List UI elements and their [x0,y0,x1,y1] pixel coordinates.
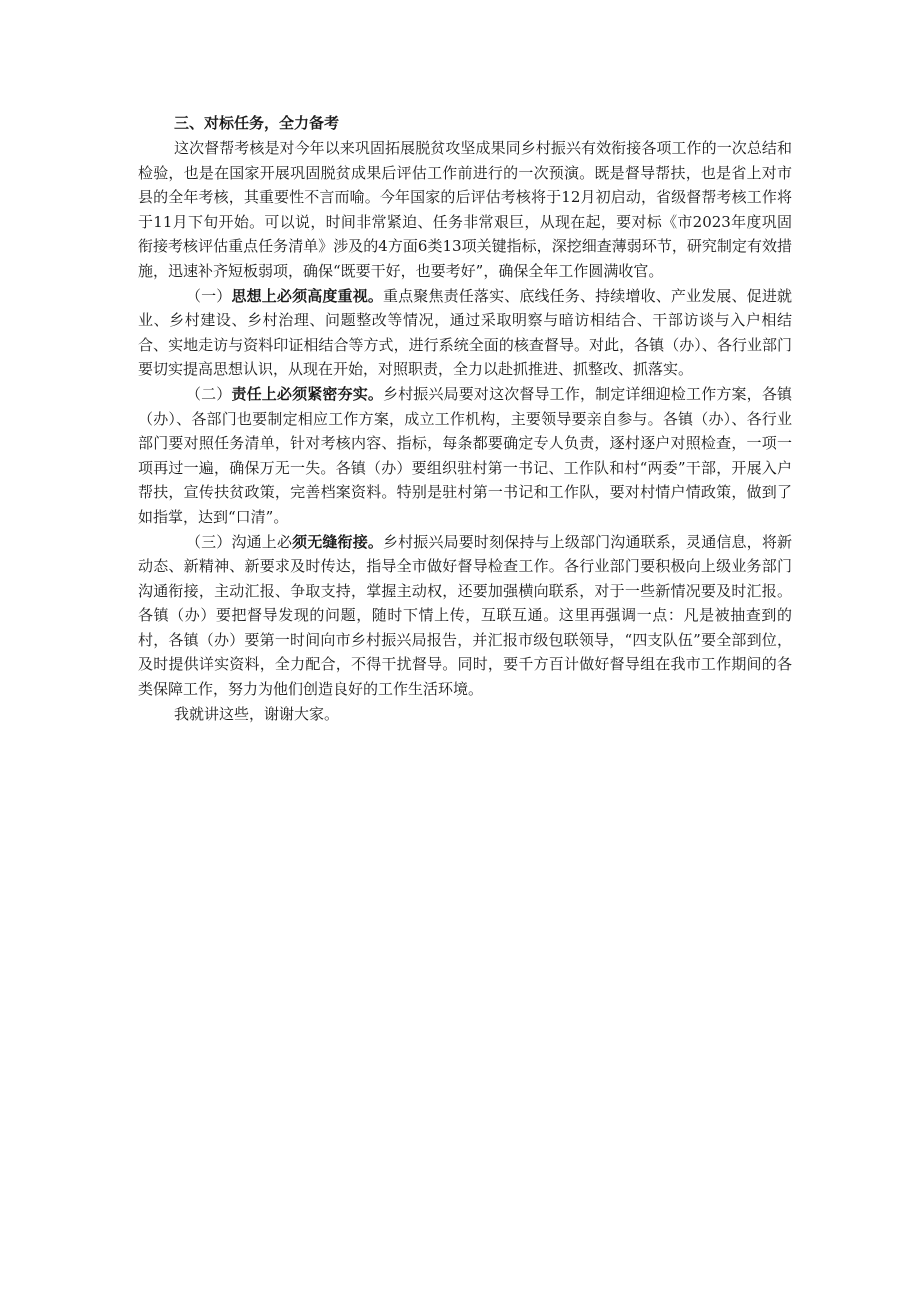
item-prefix: （三）沟通上必 [186,532,293,551]
item-lead: 须无缝衔接。 [292,532,383,551]
closing-paragraph: 我就讲这些，谢谢大家。 [174,704,340,723]
document-page [138,110,792,726]
item-lead: 责任上必须紧密夯实。 [231,384,383,403]
intro-paragraph: 这次督帮考核是对今年以来巩固拓展脱贫攻坚成果同乡村振兴有效衔接各项工作的一次总结和检验，也是在国家开展巩固脱贫成果后评估工作前进行的一次预演。既是督导帮扶，也是省上对市县的全年考核，其重要性不言而喻。今年国家的后评估考核将于12月初启动，省级督帮考核工作将于11月下旬开始。可以说，时间非常紧迫、任务非常艰巨，从现在起，要对标《市2023年度巩固衔接考核评估重点任务清单》涉及的4方面6类13项关键指标，深挖细查薄弱环节，研究制定有效措施，迅速补齐短板弱项，确保“既要干好，也要考好”，确保全年工作圆满收官。 [138,139,792,280]
item-body: 乡村振兴局要时刻保持与上级部门沟通联系，灵通信息，将新动态、新精神、新要求及时传达，指导全市做好督导检查工作。各行业部门要积极向上级业务部门沟通衔接，主动汇报、争取支持，掌握主动权，还要加强横向联系，对于一些新情况要及时汇报。各镇（办）要把督导发现的问题，随时下情上传，互联互通。这里再强调一点：凡是被抽查到的村，各镇（办）要第一时间向市乡村振兴局报告，并汇报市级包联领导，“四支队伍”要全部到位，及时提供详实资料，全力配合，不得干扰督导。同时，要千方百计做好督导组在我市工作期间的各类保障工作，努力为他们创造良好的工作生活环境。 [138,532,792,699]
item-body: 乡村振兴局要对这次督导工作，制定详细迎检工作方案，各镇（办）、各部门也要制定相应工作方案，成立工作机构，主要领导要亲自参与。各镇（办）、各行业部门要对照任务清单，针对考核内容、指标，每条都要确定专人负责，逐村逐户对照检查，一项一项再过一遍，确保万无一失。各镇（办）要组织驻村第一书记、工作队和村“两委”干部，开展入户帮扶，宣传扶贫政策，完善档案资料。特别是驻村第一书记和工作队，要对村情户情政策，做到了如指掌，达到“口清”。 [138,384,792,526]
item-lead: 思想上必须高度重视。 [231,286,383,305]
item-body: 重点聚焦责任落实、底线任务、持续增收、产业发展、促进就业、乡村建设、乡村治理、问题整改等情况，通过采取明察与暗访相结合、干部访谈与入户相结合、实地走访与资料印证相结合等方式，进行系统全面的核查督导。对此，各镇（办）、各行业部门要切实提高思想认识，从现在开始，对照职责，全力以赴抓推进、抓整改、抓落实。 [138,286,792,379]
section-heading: 三、对标任务，全力备考 [174,114,340,132]
item-paragraph-3 [138,530,792,702]
item-paragraph-1 [138,284,792,382]
item-prefix: （二） [186,384,232,403]
item-paragraph-2 [138,382,792,530]
item-prefix: （一） [186,286,232,305]
